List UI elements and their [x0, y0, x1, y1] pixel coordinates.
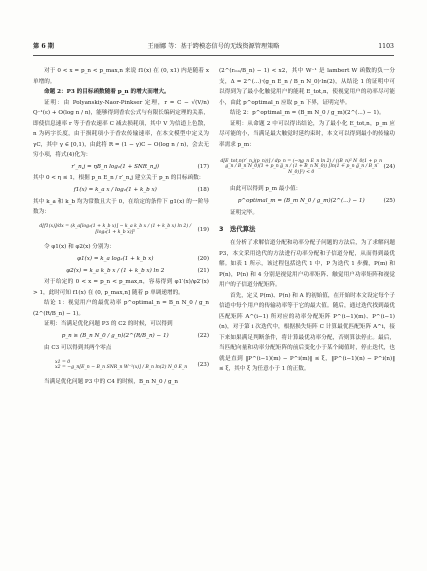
equation-21: [33, 266, 209, 277]
equation-number: (17): [197, 163, 209, 170]
page-number: 1103: [378, 43, 394, 50]
running-title: 王丽娜 等：基于跨模态信号的无线资源管理策略: [147, 43, 280, 50]
issue-number: 第 6 期: [33, 43, 54, 50]
paragraph: 其中 k_a 和 k_b 均为常数且大于 0，在给定的条件下 g1(x) 的一阶导数为：: [33, 198, 209, 216]
equation-25: [219, 196, 395, 207]
paragraph: 证明：从命题 2 中可以得出结论，为了最小化 E_tot,n，p_m 应尽可能的小，当满足最大触觉时延约束时，本文可以得到最小的传输功率需求 p_m：: [219, 120, 395, 148]
equation-body: d[E_tot,n(r′_n,j(p_n))] / dp_n = (−ηg_n E_n ln 2) / ((B_n)² N_0(1 + p_n g_n / B_n N_0)(1 + p_n g_n / (1 + B_n N_0)) [ln(1 + p_n g_n / B_n N_0)]²) < 0: [220, 158, 383, 175]
paragraph: 证明：由 Polyanskiy-Naor-Pinkser 定理，r = C − √(V/n) Q⁻¹(ε) + O(log n / n)，能够得到香农公式与有限长编码定理的关系，即使信息速率 r 等于香农速率 C 减去损耗项，其中 V 为信道上色散，n 为码字长度，由于损耗项小于香农传输速率，在本文模型中定义为 γC，其中 γ ∈ [0,1)，由此将 R = (1 − γ)C − O(log n / n)，会去无穷小项，将式(4)化为：: [33, 99, 209, 158]
equation-number: (25): [383, 198, 395, 205]
header-rule: [33, 55, 394, 56]
paragraph: 对于 0 < x = p_n < p_max,n 来说 f1(x) 在 (0, x1) 内是随着 x 单增的。: [33, 68, 209, 85]
section-heading: 3 迭代算法: [219, 225, 256, 234]
equation-body: p^optimal_m = (B_m N_0 / g_m)(2^(...) − 1): [237, 198, 365, 205]
paragraph: 证明：当满足优化问题 P3 的 C2 的时候，可以得到: [44, 321, 173, 328]
equation-19: [33, 219, 209, 241]
conclusion-2: 结论 2：p^optimal_m = (B_m N_0 / g_m)(2^(...) − 1)。: [230, 110, 385, 116]
equation-23: [33, 354, 209, 376]
right-column: [219, 66, 395, 375]
paragraph: 当满足优化问题 P3 中的 C4 的时候，B_n N_0 / g_n: [44, 379, 178, 386]
equation-number: (23): [197, 362, 209, 368]
equation-24: [219, 151, 395, 183]
equation-22: [33, 331, 209, 342]
equation-body: φ1(x) = k_a log₂(1 + k_b x): [77, 255, 154, 262]
equation-body: p_n ≥ (B_n N_0 / g_n)(2^(R/B_n) − 1): [61, 332, 169, 339]
page-header: [33, 40, 394, 53]
equation-17: [33, 162, 209, 173]
equation-18: [33, 185, 209, 196]
left-column: [33, 66, 209, 388]
paragraph: 首先，定义 P(m)、P(n) 和 A 的初始值，在开始时本文设定每个子信道中每个用户的传输功率等于它的最大值。随后，通过迭代找到最优匹配矩阵 A^(i−1) 所对应的功率分配矩阵 P^(i−1)(m)、P^(i−1)(n)，对于第 i 次迭代中，根据损失矩阵 C 计算最优匹配矩阵 A^i，接下来如果满足判断条件，将计算最优功率分配，否则算法停止。最后，当匹配向量和功率分配矩阵的前后变化小于某个阈值时，停止迭代，也就是直到 ‖P^(i−1)(m) − P^i(m)‖ ≤ ξ，‖P^(i−1)(n) − P^i(n)‖ ≤ ξ，其中 ξ 为任意小于 1 的正数。: [219, 292, 395, 373]
conclusion-1: 结论 1：视觉用户的最优功率 p^optimal_n = B_n N_0 / g_n (2^(R/B_n) − 1)。: [33, 300, 209, 317]
equation-number: (19): [197, 226, 209, 233]
paragraph: 令 φ1(x) 和 φ2(x) 分别为：: [44, 244, 115, 251]
equation-number: (21): [197, 267, 209, 274]
paragraph: 由此可以得到 p_m 最小值：: [230, 186, 302, 193]
equation-body: r′_n,j = ηB_n log₂(1 + SNR_n,j): [71, 163, 160, 170]
paragraph: 证明完毕。: [230, 209, 258, 216]
equation-number: (18): [197, 187, 209, 194]
paragraph: 在分析了求解信道分配和功率分配子问题的方法后，为了求解问题 P3，本文采用迭代的方法进行功率分配和子信道分配，从而得到最优解。如表 1 所示，该过程包括迭代 1 中，P 为迭代 1 步骤，P(m) 和 P(n)，P(n) 和 4 分别是视觉用户功率矩阵、触觉用户功率矩阵和视觉用户的子信道分配矩阵。: [219, 240, 395, 289]
equation-body: d[f1(x)]/dx = (k_a[log₂(1 + k_b x)] − k_a k_b x / (1 + k_b x) ln 2) / [log₂(1 + k_b x)]²: [39, 224, 192, 235]
paragraph: 其中 0 < η ≤ 1，根据 p_n E_n / r′_n,j 建立关于 p_n 的目标函数：: [33, 175, 205, 182]
paragraph: (2^(rₘₙ/B_n) − 1) < x2，其中 W⁻¹ 是 lambert W 函数的负一分支，Δ = 2^(...)·(g_n E_n / B_n N_0)·ln(2)，从结论 1 的证明中可以得到为了最小化触觉用户的能耗 E_tot,n，使视觉用户的功率尽可能小，由此 p^optimal_n 应取 p_n 下界，证明完毕。: [219, 68, 395, 106]
equation-20: [33, 254, 209, 265]
equation-body: [33, 360, 198, 371]
equation-number: (24): [383, 163, 395, 170]
equation-body: f1(x) = k_a x / log₂(1 + k_b x): [73, 187, 157, 194]
equation-line: x1 = 0: [55, 359, 71, 365]
proposition-2: 命题 2：P3 的目标函数随着 p_n 的增大而增大。: [44, 89, 170, 95]
paragraph: 由 C3 可以得到其两个零点: [44, 344, 112, 351]
paragraph: 对于给定的 0 < x = p_n < p_max,n，容易得到 φ1′(x)/φ2′(x) > 1，此时可知 f1(x) 在 (0, p_max,n] 随着 p 单调递增的。: [33, 279, 209, 296]
equation-number: (22): [197, 332, 209, 339]
equation-body: φ2(x) = k_a k_b x / (1 + k_b x) ln 2: [66, 267, 165, 274]
equation-line: x2 = −g_n[E_n − B_n SNR_n W⁻¹(x)] / B_n ln(2) N_0 E_n: [55, 365, 188, 371]
equation-number: (20): [197, 255, 209, 262]
